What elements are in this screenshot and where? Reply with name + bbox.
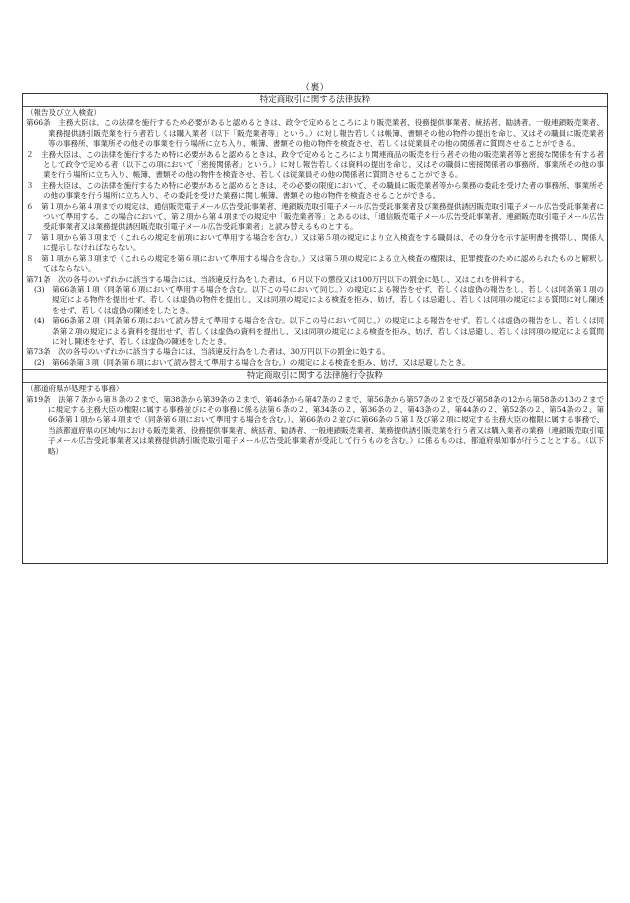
article-19: 第19条 法第７条から第８条の２まで、第38条から第39条の２まで、第46条から第47条の２まで、第56条から第57条の２まで及び第58条の12から第58条の13の２までに規定する主務大臣の権限に属する事務並びにその事務に係る法第６条の２、第34条の２、第36条の２、第43条の２、第44条の２、第52条の２、第54条の２、第66条第１項から第４項まで（同条第６項において準用する場合を含む。）、第66条の２並びに第66条の５第１及び第２項に規定する主務大臣の権限に属する事務で、当該都道府県の区域内における販売業者、役務提供事業者、統括者、勧誘者、一般連鎖販売業者、業務提供誘引販売業を行う者又は購入業者の業務（連鎖販売取引電子メール広告受託事業者又は業務提供誘引販売取引電子メール広告受託事業者が受託して行うものを含む。）に係るものは、都道府県知事が行うこととする。（以下略） xyxy=(26,394,604,456)
article-66-para-7: ７ 第１項から第３項まで（これらの規定を前項において準用する場合を含む。）又は第５項の規定により立入検査をする職員は、その身分を示す証明書を携帯し、関係人に提示しなければならない。 xyxy=(26,232,604,253)
article-71: 第71条 次の各号のいずれかに該当する場合には、当該違反行為をした者は、６月以下の懲役又は100万円以下の罰金に処し、又はこれを併科する。 xyxy=(26,274,530,284)
article-66-para-6: ６ 第１項から第４項までの規定は、通信販売電子メール広告受託事業者、連鎖販売取引電子メール広告受託事業者及び業務提供誘因販売取引電子メール広告受託事業者について準用する。この場合において、第２項から第４項までの規定中「販売業者等」とあるのは、「通信販売電子メール広告受託事業者、連鎖販売取引電子メール広告受託事業者又は業務提供誘因販売取引電子メール広告受託事業者」と読み替えるものとする。 xyxy=(26,201,604,232)
article-73: 第73条 次の各号のいずれかに該当する場合には、当該違反行為をした者は、30万円以下の罰金に処する。 xyxy=(26,347,390,357)
section-title-ordinance: 特定商取引に関する法律施行令抜粋 xyxy=(23,369,607,383)
article-66-para-8: ８ 第１項から第３項まで（これらの規定を第６項において準用する場合を含む。）又は第５項の規定による立入検査の権限は、犯罪捜査のために認められたものと解釈してはならない。 xyxy=(26,253,604,274)
article-71-item-3: (3) 第66条第１項（同条第６項において準用する場合を含む。以下この号において同じ。）の規定による報告をせず、若しくは虚偽の報告をし、若しくは同条第１項の規定による物件を提出せず、若しくは虚偽の物件を提出し、又は同項の規定による検査を拒み、妨げ、若しくは忌避し、若しくは同項の規定による質問に対し陳述をせず、若しくは虚偽の陳述をしたとき。 xyxy=(34,284,604,315)
caption-prefecture: （都道府県が処理する事務） xyxy=(26,384,124,394)
section-title-law: 特定商取引に関する法律抜粋 xyxy=(23,94,607,107)
section-body-law xyxy=(23,107,607,369)
article-66: 第66条 主務大臣は、この法律を施行するため必要があると認めるときは、政令で定めるところにより販売業者、役務提供事業者、統括者、勧誘者、一般連鎖販売業者、業務提供誘引販売業を行う者若しくは購入業者（以下「販売業者等」という。）に対し報告若しくは帳簿、書類その他の物件の提出を命じ、又はその職員に販売業者等の事務所、事業所その他その事業を行う場所に立ち入り、帳簿、書類その他の物件を検査させ、若しくは従業員その他の関係者に質問させることができる。 xyxy=(26,118,604,149)
caption-inspection: （報告及び立入検査） xyxy=(26,108,101,117)
page-side-label: （裏） xyxy=(300,83,330,93)
article-66-para-2: ２ 主務大臣は、この法律を施行するため特に必要があると認めるときは、政令で定めるところにより関連商品の販売を行う者その他の販売業者等と密接な関係を有する者として政令で定める者（以下この項において「密接関係者」という。）に対し報告若しくは資料の提出を命じ、又はその職員に密接関係者の事務所、事業所その他の事業を行う場所に立ち入り、帳簿、書類その他の物件を検査させ、若しくは従業員その他の関係者に質問させることができる。 xyxy=(26,149,604,180)
article-73-item-2: (2) 第66条第３項（同条第６項において読み替えて準用する場合を含む。）の規定による検査を拒み、妨げ、又は忌避したとき。 xyxy=(34,357,470,367)
law-excerpt-box xyxy=(22,93,608,564)
article-66-para-3: ３ 主務大臣は、この法律を施行するため特に必要があると認めるときは、その必要の限度において、その職員に販売業者等から業務の委託を受けた者の事務所、事業所その他の事業を行う場所に立ち入り、その委託を受けた業務に関し帳簿、書類その他の物件を検査させることができる。 xyxy=(26,180,604,201)
article-71-item-4: (4) 第66条第２項（同条第６項において読み替えて準用する場合を含む。以下この号において同じ。）の規定による報告をせず、若しくは虚偽の報告をし、若しくは同条第２項の規定による資料を提出せず、若しくは虚偽の資料を提出し、又は同項の規定による検査を拒み、妨げ、若しくは忌避し、若しくは同項の規定による質問に対し陳述をせず、若しくは虚偽の陳述をしたとき。 xyxy=(34,316,604,346)
section-body-ordinance xyxy=(23,383,607,458)
